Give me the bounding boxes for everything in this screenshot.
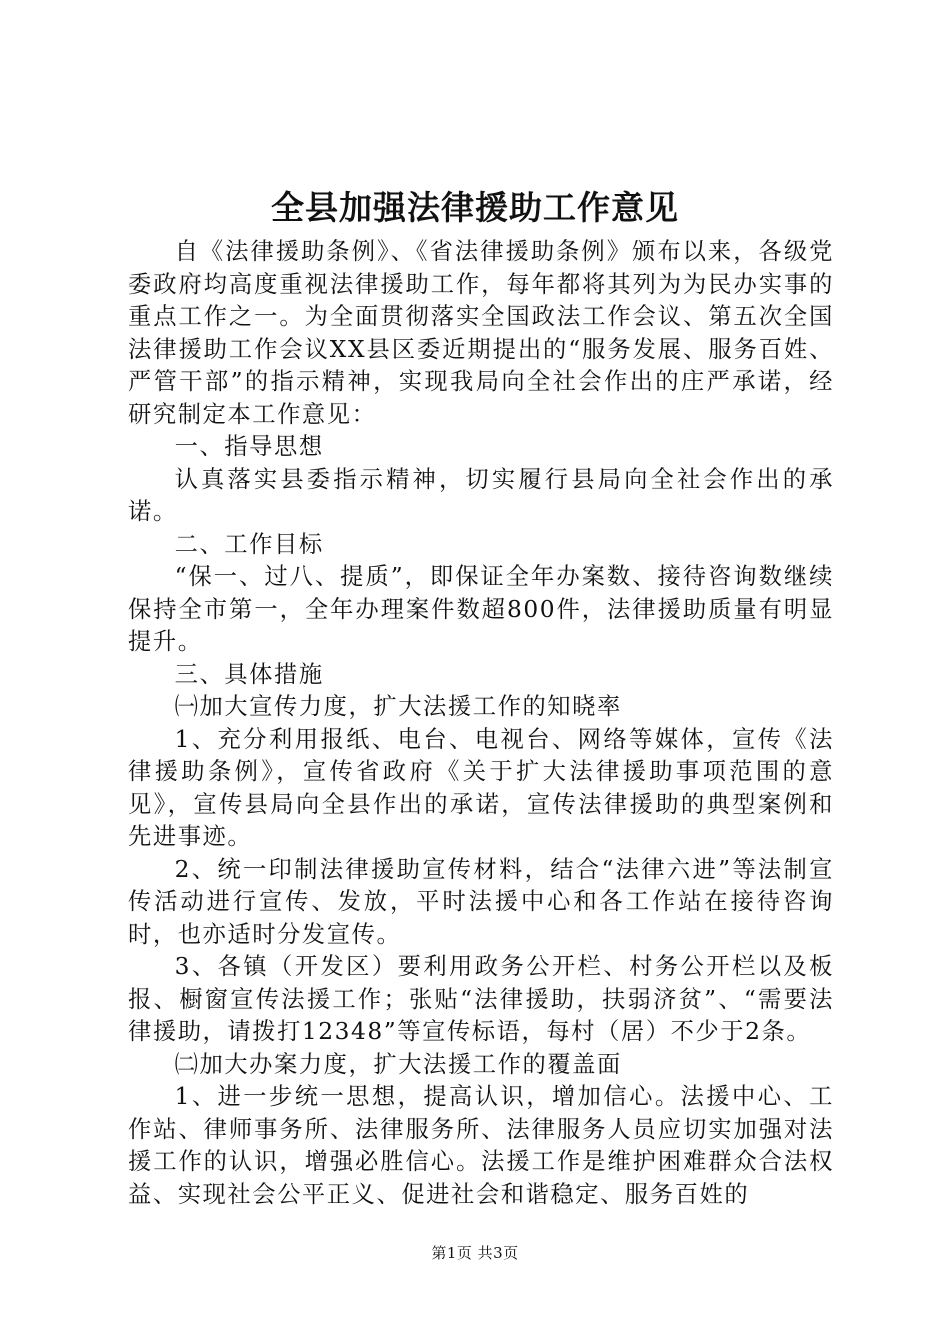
paragraph-intro: 自《法律援助条例》、《省法律援助条例》颁布以来，各级党委政府均高度重视法律援助工作，每年都将其列为为民办实事的重点工作之一。为全面贯彻落实全国政法工作会议、第五次全国法律援助工作会议XX县区委近期提出的“服务发展、服务百姓、严管干部”的指示精神，实现我局向全社会作出的庄严承诺，经研究制定本工作意见： — [128, 238, 834, 428]
paragraph-publicity-2: 2、统一印制法律援助宣传材料，结合“法律六进”等法制宣传活动进行宣传、发放，平时法援中心和各工作站在接待咨询时，也亦适时分发宣传。 — [128, 855, 834, 948]
document-title: 全县加强法律援助工作意见 — [271, 188, 679, 227]
subheading-publicity: ㈠加大宣传力度，扩大法援工作的知晓率 — [174, 693, 622, 720]
heading-specific-measures: 三、具体措施 — [174, 660, 324, 688]
paragraph-work-goals: “保一、过八、提质”，即保证全年办案数、接待咨询数继续保持全市第一，全年办理案件数超800件，法律援助质量有明显提升。 — [128, 563, 834, 655]
heading-work-goals: 二、工作目标 — [174, 530, 324, 558]
page-footer: 第1页 共3页 — [431, 1244, 519, 1262]
paragraph-guiding-ideology: 认真落实县委指示精神，切实履行县局向全社会作出的承诺。 — [128, 465, 834, 525]
paragraph-publicity-1: 1、充分利用报纸、电台、电视台、网络等媒体，宣传《法律援助条例》，宣传省政府《关于扩大法律援助事项范围的意见》，宣传县局向全县作出的承诺，宣传法律援助的典型案例和先进事迹。 — [128, 725, 834, 850]
paragraph-publicity-3: 3、各镇（开发区）要利用政务公开栏、村务公开栏以及板报、橱窗宣传法援工作；张贴“法律援助，扶弱济贫”、“需要法律援助，请拨打12348”等宣传标语，每村（居）不少于2条。 — [128, 953, 834, 1045]
paragraph-case-handling-1: 1、进一步统一思想，提高认识，增加信心。法援中心、工作站、律师事务所、法律服务所、法律服务人员应切实加强对法援工作的认识，增强必胜信心。法援工作是维护困难群众合法权益、实现社会公平正义、促进社会和谐稳定、服务百姓的 — [128, 1083, 834, 1208]
document-body — [128, 236, 834, 1211]
heading-guiding-ideology: 一、指导思想 — [174, 433, 324, 460]
subheading-case-handling: ㈡加大办案力度，扩大法援工作的覆盖面 — [174, 1050, 622, 1078]
